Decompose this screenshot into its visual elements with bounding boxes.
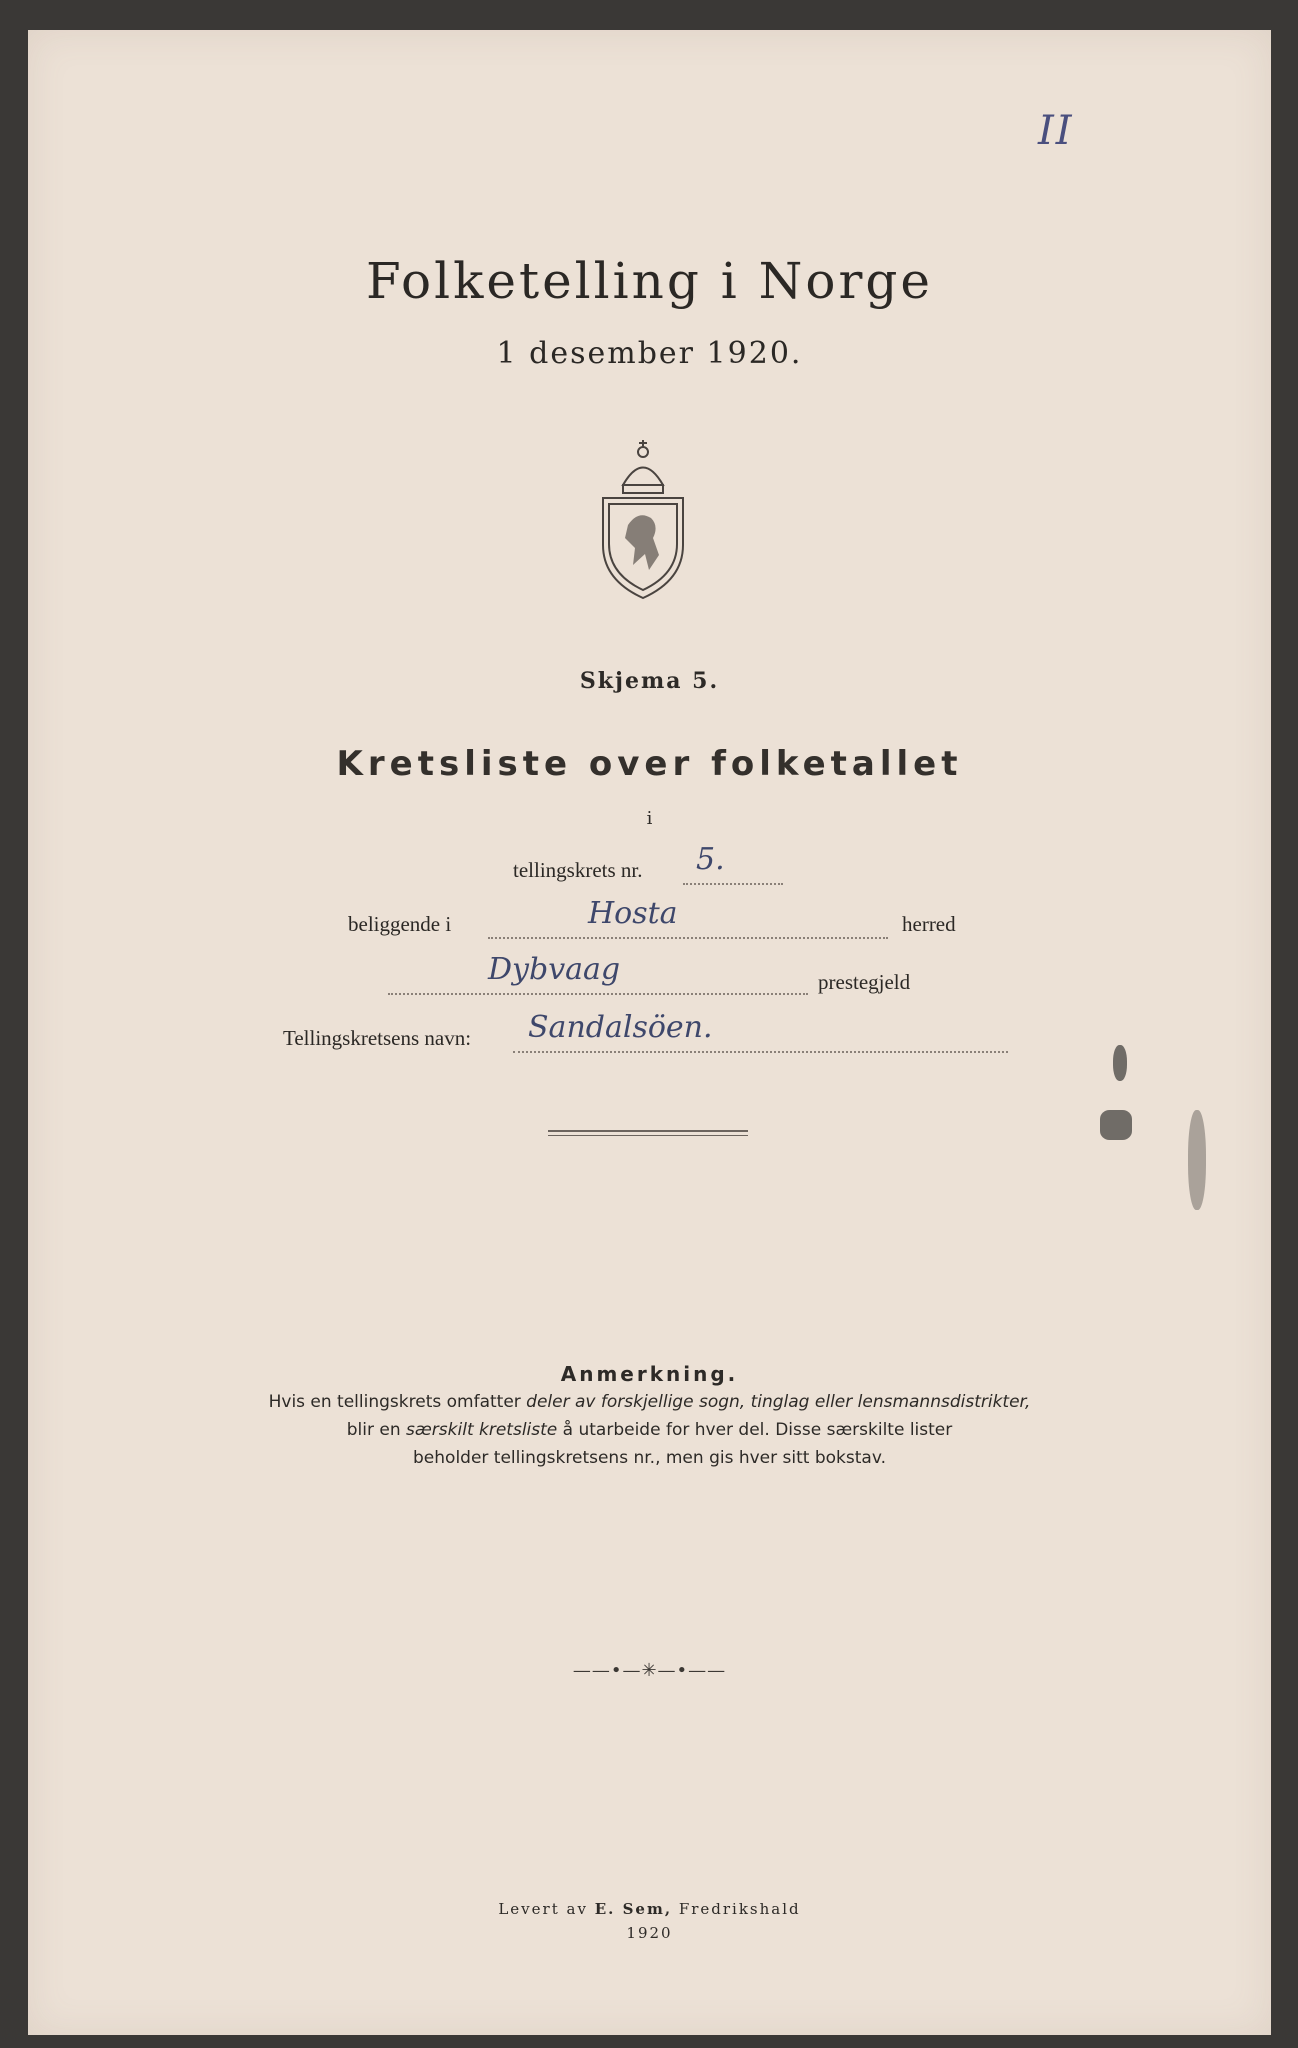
ink-blot [1100, 1110, 1132, 1140]
navn-label: Tellingskretsens navn: [283, 1026, 472, 1050]
beliggende-value: Hosta [588, 896, 678, 931]
herred-label: herred [902, 912, 956, 936]
navn-line [513, 1050, 1008, 1053]
navn-value: Sandalsöen. [528, 1010, 713, 1045]
stain-mark [1188, 1110, 1206, 1210]
printer-name: E. Sem, [594, 1900, 673, 1918]
note-line-1 [28, 1392, 1271, 1412]
note-line-3: beholder tellingskretsens nr., men gis hver sitt bokstav. [413, 1448, 886, 1468]
prestegjeld-value: Dybvaag [488, 952, 621, 987]
note-line-1-text: Hvis en tellingskrets omfatter [268, 1392, 527, 1412]
printer-year: 1920 [626, 1924, 673, 1942]
page-marker: II [1038, 108, 1074, 154]
printer-credit [28, 1900, 1271, 1918]
printer-prefix: Levert av [498, 1900, 595, 1918]
beliggende-line [488, 936, 888, 939]
document-title: Folketelling i Norge [366, 252, 933, 310]
note-line-2-suffix: å utarbeide for hver del. Disse særskilte lister [557, 1420, 953, 1440]
document-date: 1 desember 1920. [496, 336, 803, 371]
preposition-i: i [646, 808, 653, 829]
prestegjeld-label: prestegjeld [818, 970, 911, 994]
form-heading: Kretsliste over folketallet [336, 744, 963, 784]
ink-blot [1113, 1045, 1127, 1081]
document-page [28, 30, 1271, 2035]
note-line-2-emphasis: særskilt kretsliste [406, 1420, 558, 1440]
tellingskrets-value: 5. [696, 842, 725, 877]
note-line-2-text: blir en [346, 1420, 407, 1440]
schema-label: Skjema 5. [579, 668, 720, 694]
beliggende-label: beliggende i [348, 912, 452, 936]
prestegjeld-line [388, 992, 808, 995]
norwegian-coat-of-arms-icon [593, 430, 693, 600]
note-line-2 [28, 1420, 1271, 1440]
divider-line [548, 1130, 748, 1136]
ornament-divider: ——•—✳—•—— [572, 1660, 727, 1681]
printer-place: Fredrikshald [672, 1900, 801, 1918]
tellingskrets-label: tellingskrets nr. [513, 858, 643, 882]
note-title: Anmerkning. [560, 1362, 739, 1386]
tellingskrets-line [683, 882, 783, 885]
note-line-1-emphasis: deler av forskjellige sogn, tinglag eller lensmannsdistrikter, [526, 1392, 1031, 1412]
